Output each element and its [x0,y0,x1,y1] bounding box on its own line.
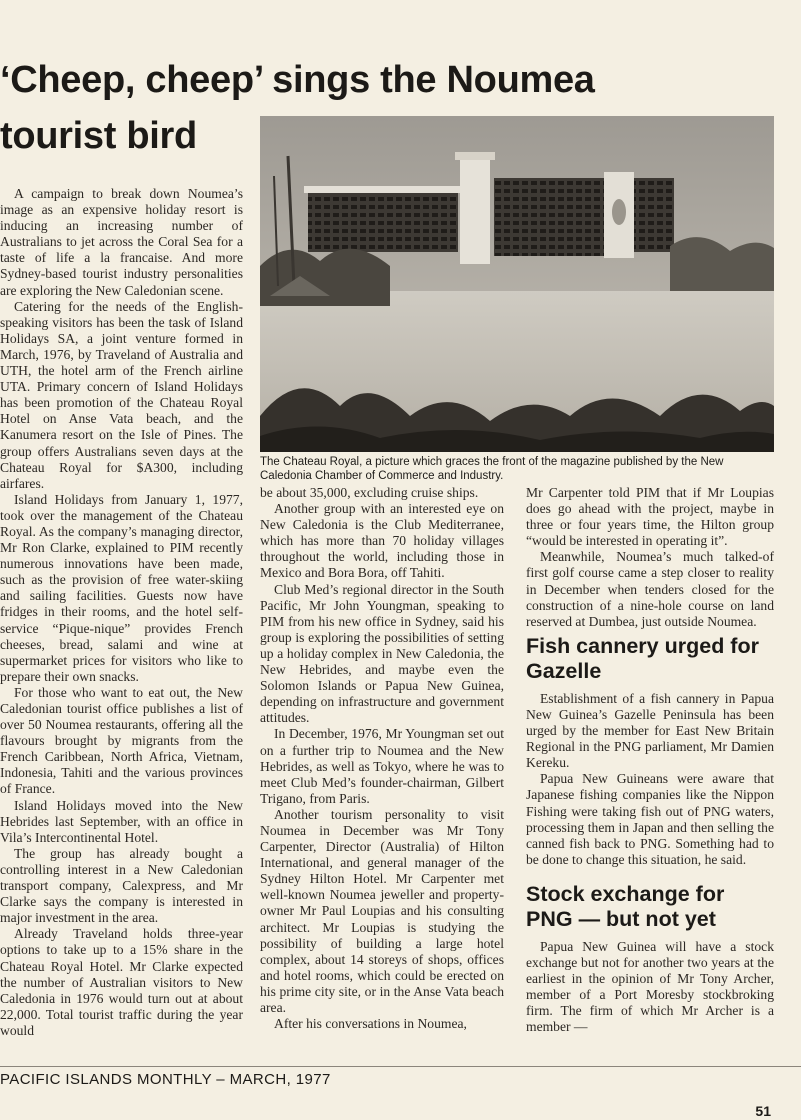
page-number: 51 [755,1103,771,1119]
paragraph: Island Holidays from January 1, 1977, took over the management of the Chateau Royal. As the company’s managing director, Mr Ron Clarke, explained to PIM recently numerous innovations have been made, such as the provision of free water-skiing and sailing facilities. Guests now have fridges in their rooms, and the hotel self-service “Pique-nique” provides French cheeses, bread, salami and wine at supermarket prices for visitors who like to prepare their own snacks. [0,491,243,684]
paragraph: For those who want to eat out, the New Caledonian tourist office publishes a list of over 50 Noumea restaurants, offering all the flavours brought by migrants from the French Caribbean, North Africa, Vietnam, Indonesia, Tahiti and the various provinces of France. [0,684,243,797]
paragraph: Papua New Guinea will have a stock exchange but not for another two years at the earliest in the opinion of Mr Tony Archer, member of a Port Moresby stockbroking firm. The firm of which Mr Archer is a member — [526,938,774,1035]
paragraph: Another group with an interested eye on New Caledonia is the Club Mediterranee, which has more than 70 holiday villages throughout the world, including those in Mexico and Bora Bora, off Tahiti. [260,501,504,581]
paragraph: After his conversations in Noumea, [274,1016,467,1032]
paragraph: Papua New Guineans were aware that Japanese fishing companies like the Nippon Fishing were taking fish out of PNG waters, processing them in Japan and then selling the canned fish back to PNG. Something had to be done to change this situation, he said. [526,771,774,867]
paragraph: Club Med’s regional director in the South Pacific, Mr John Youngman, speaking to PIM from his new office in Sydney, said his group is exploring the possibilities of setting up a holiday complex in New Caledonia, the New Hebrides, and maybe even the Solomon Islands or Papua New Guinea, depending on infrastructure and government attitudes. [260,581,504,726]
paragraph: Catering for the needs of the English-speaking visitors has been the task of Island Holidays SA, a joint venture formed in March, 1976, by Traveland of Australia and UTH, the hotel arm of the French airline UTA. Primary concern of Island Holidays has been promotion of the Chateau Royal Hotel on Anse Vata beach, and the Kanumera resort on the Isle of Pines. The group offers Australians seven days at the Chateau Royal for $A300, including airfares. [0,298,243,491]
stock-exchange-headline: Stock exchange for PNG — but not yet [526,881,725,931]
page-footer [0,1066,801,1120]
photo-caption: The Chateau Royal, a picture which graces the front of the magazine published by the New Caledonia Chamber of Commerce and Industry. [260,456,724,482]
paragraph: The group has already bought a controlling interest in a New Caledonian transport company, Calexpress, and Mr Clarke says the company is interested in major investment in the area. [0,845,243,926]
paragraph: A campaign to break down Noumea’s image as an expensive holiday resort is inducing an increasing number of Australians to jet across the Coral Sea for a taste of life a la francaise. And more Sydney-based tourist industry personalities are exploring the New Caledonian scene. [0,186,243,298]
article-headline: ‘Cheep, cheep’ sings the Noumea tourist bird [0,59,595,157]
paragraph: Already Traveland holds three-year options to take up to a 15% share in the Chateau Royal Hotel. Mr Clarke expected the number of Australian visitors to New Caledonia in 1976 would turn out at about 22,000. Total tourist traffic during the year would [0,926,243,1038]
paragraph: Establishment of a fish cannery in Papua New Guinea’s Gazelle Peninsula has been urged by the member for East New Britain Regional in the PNG parliament, Mr Damien Kereku. [526,690,774,771]
paragraph: Meanwhile, Noumea’s much talked-of first golf course came a step closer to reality in December when tenders closed for the construction of a nine-hole course on land reserved at Dumbea, just outside Noumea. [526,549,774,629]
hotel-photo-image [260,116,774,452]
publication-line: PACIFIC ISLANDS MONTHLY – MARCH, 1977 [0,1071,331,1088]
article-column-3 [526,485,774,1035]
chateau-royal-photo [260,116,774,452]
paragraph: be about 35,000, excluding cruise ships. [260,485,479,500]
fish-cannery-headline: Fish cannery urged for Gazelle [526,633,759,683]
paragraph: In December, 1976, Mr Youngman set out on a further trip to Noumea and the New Hebrides, as well as Tokyo, where he was to meet Club Med’s founder-chairman, Gilbert Trigano, from Paris. [260,726,504,806]
article-column-2 [260,485,504,1032]
paragraph: Another tourism personality to visit Noumea in December was Mr Tony Carpenter, Director (Australia) of Hilton International, and general manager of the Sydney Hilton Hotel. Mr Carpenter met well-known Noumea jeweller and property-owner Mr Paul Loupias and his consulting architect. Mr Loupias is studying the possibility of building a large hotel complex, about 14 storeys of shops, offices and hotel rooms, which could be erected on his prime city site, or in the Anse Vata beach area. [260,806,504,1015]
paragraph: Mr Carpenter told PIM that if Mr Loupias does go ahead with the project, maybe in three or four years time, the Hilton group “would be interested in operating it”. [526,485,774,549]
paragraph: Island Holidays moved into the New Hebrides last September, with an office in Vila’s Intercontinental Hotel. [0,797,243,845]
article-column-1 [0,186,243,1039]
